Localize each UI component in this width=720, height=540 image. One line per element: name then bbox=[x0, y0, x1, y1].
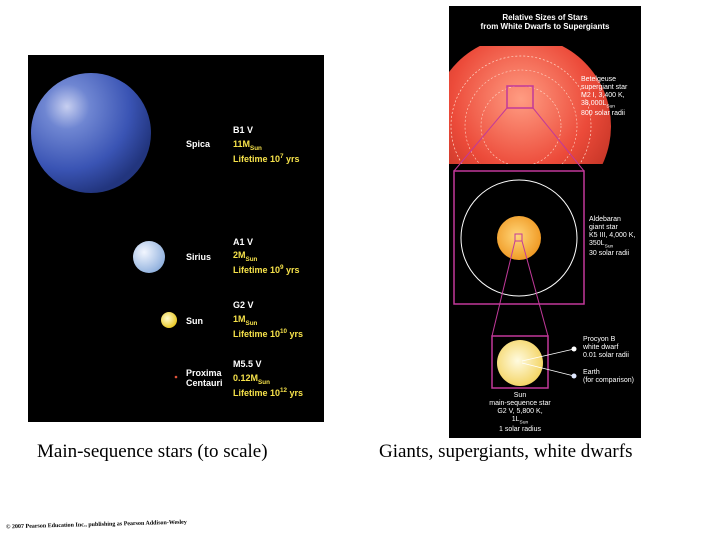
sun-spectral: G2 V bbox=[233, 300, 254, 310]
betelgeuse-label: Betelgeuse supergiant star M2 I, 3,400 K, $38,000L_{Sun}$ 800 solar radii bbox=[581, 76, 628, 118]
proxima-centauri-mass: $0.12M_{Sun}$ bbox=[233, 373, 270, 386]
sun-giant-panel bbox=[497, 340, 543, 386]
sirius-star bbox=[133, 241, 165, 273]
proxima-centauri-name: Proxima Centauri bbox=[186, 368, 223, 389]
spica-mass: $11M_{Sun}$ bbox=[233, 139, 262, 152]
spica-star bbox=[31, 73, 151, 193]
proxima-centauri-spectral: M5.5 V bbox=[233, 359, 262, 369]
earth-planet bbox=[572, 374, 577, 379]
aldebaran-star bbox=[497, 216, 541, 260]
sun-giants-label: Sun main-sequence star G2 V, 5,800 K, $1L_{Sun}$ 1 solar radius bbox=[489, 392, 551, 434]
sirius-lifetime: Lifetime $10^9$ yrs bbox=[233, 264, 300, 275]
sirius-mass: $2M_{Sun}$ bbox=[233, 250, 258, 263]
copyright-notice: © 2007 Pearson Education Inc., publishing as Pearson Addison-Wesley bbox=[5, 519, 187, 531]
right-caption: Giants, supergiants, white dwarfs bbox=[379, 441, 633, 462]
procyon-b-star bbox=[572, 347, 577, 352]
spica-spectral: B1 V bbox=[233, 125, 254, 135]
earth-label: Earth (for comparison) bbox=[583, 369, 634, 385]
sun-lifetime: Lifetime $10^{10}$ yrs bbox=[233, 328, 304, 339]
proxima-centauri-lifetime: Lifetime $10^{12}$ yrs bbox=[233, 387, 304, 398]
spica-lifetime: Lifetime $10^7$ yrs bbox=[233, 153, 300, 164]
procyon-b-label: Procyon B white dwarf 0.01 solar radii bbox=[583, 336, 629, 360]
sun-mass: $1M_{Sun}$ bbox=[233, 314, 258, 327]
proxima-centauri-star bbox=[175, 376, 178, 379]
aldebaran-label: Aldebaran giant star K5 III, 4,000 K, $350L_{Sun}$ 30 solar radii bbox=[589, 216, 636, 258]
sirius-spectral: A1 V bbox=[233, 237, 254, 247]
main-sequence-star-art bbox=[28, 55, 324, 422]
sirius-name: Sirius bbox=[186, 252, 212, 262]
sun-name: Sun bbox=[186, 316, 203, 326]
sun-star bbox=[161, 312, 177, 328]
main-sequence-panel bbox=[28, 55, 324, 422]
left-caption: Main-sequence stars (to scale) bbox=[37, 441, 268, 462]
right-panel-title: Relative Sizes of Stars from White Dwarfs to Supergiants bbox=[480, 13, 610, 32]
giants-panel bbox=[449, 6, 641, 438]
spica-name: Spica bbox=[186, 139, 211, 149]
